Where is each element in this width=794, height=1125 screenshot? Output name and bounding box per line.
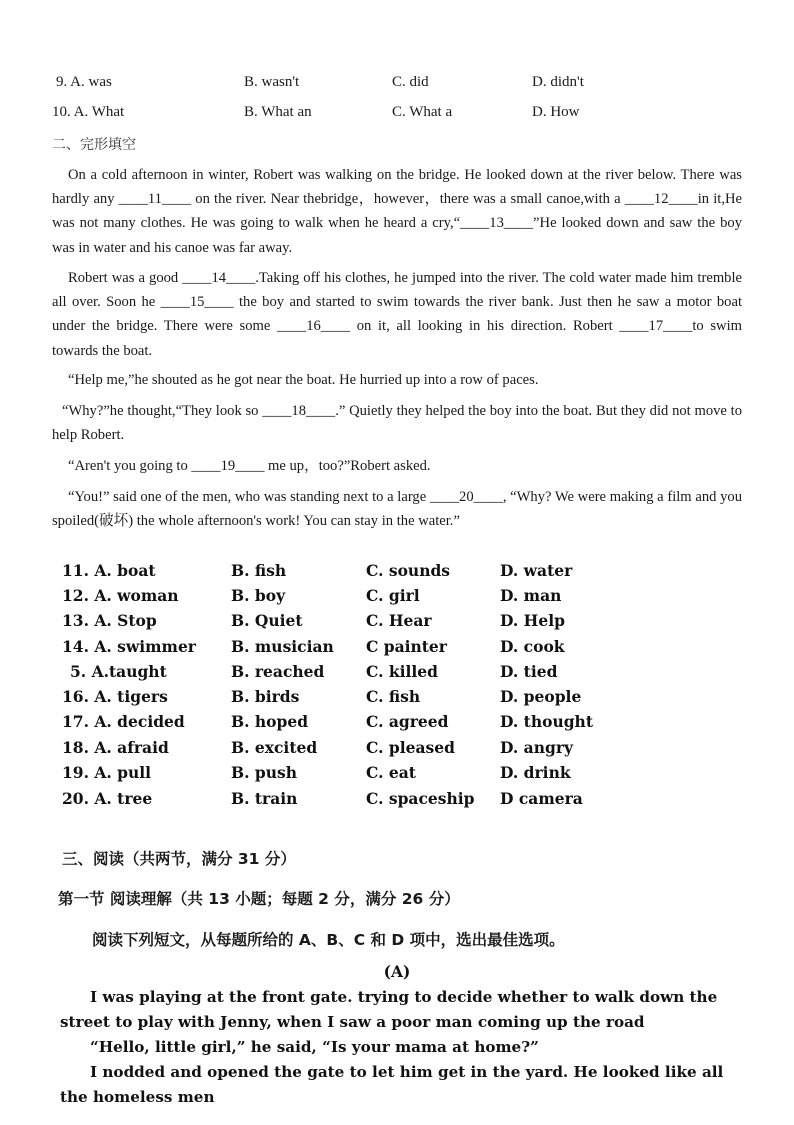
section2-title: 二、完形填空 [52, 137, 136, 153]
cloze-paragraph-4 [52, 399, 742, 447]
option-b: B. Quiet [231, 611, 303, 630]
option-c: C. fish [366, 687, 421, 706]
option-a: 19. A. pull [62, 763, 152, 782]
option-b: B. push [231, 763, 297, 782]
option-a: 20. A. tree [62, 789, 153, 808]
option-d: D. cook [500, 637, 565, 656]
cloze-paragraph-5 [52, 454, 742, 478]
paragraph-text: On a cold afternoon in winter, Robert was walking on the bridge. He looked down at the river below. There was hardly any ____11____ on the river. Near thebridge，however，there was a small canoe,with a ____12____in it,He was not many clothes. He was going to walk when he heard a cry,“____13____”He looked down and saw the boy was in water and his canoe was far away. [52, 167, 742, 256]
option-c: C. girl [366, 586, 420, 605]
reading-instruction: 阅读下列短文，从每题所给的 A、B、C 和 D 项中，选出最佳选项。 [92, 931, 565, 949]
option-b: B. train [231, 789, 298, 808]
option-a: 12. A. woman [62, 586, 179, 605]
option-d: D camera [500, 789, 583, 808]
option-d: D. tied [500, 662, 558, 681]
cloze-paragraph-2 [52, 266, 742, 363]
cloze-paragraph-3 [52, 368, 742, 392]
option-a: 9. A. was [56, 74, 112, 90]
option-d: D. man [500, 586, 562, 605]
option-c: C. pleased [366, 738, 455, 757]
passage-line: “Hello, little girl,” he said, “Is your mama at home?” [90, 1038, 539, 1056]
paragraph-text: “You!” said one of the men, who was standing next to a large ____20____, “Why? We were making a film and you spoiled(破坏) the whole afternoon's work! You can stay in the water.” [52, 489, 742, 530]
option-a: 10. A. What [52, 104, 125, 120]
option-c: C painter [366, 637, 447, 656]
option-d: D. thought [500, 712, 593, 731]
option-b: B. What an [244, 104, 312, 120]
option-d: D. didn't [532, 74, 584, 90]
option-c: C. What a [392, 104, 453, 120]
option-b: B. musician [231, 637, 334, 656]
option-c: C. did [392, 74, 429, 90]
option-c: C. sounds [366, 561, 451, 580]
cloze-paragraph-1 [52, 163, 742, 260]
option-d: D. angry [500, 738, 574, 757]
option-c: C. agreed [366, 712, 449, 731]
passage-a [60, 985, 744, 1110]
option-d: D. How [532, 104, 580, 120]
option-a: 11. A. boat [62, 561, 156, 580]
section3-part1-title: 第一节 阅读理解（共 13 小题；每题 2 分，满分 26 分） [58, 890, 460, 908]
option-a: 13. A. Stop [62, 611, 157, 630]
cloze-paragraph-6 [52, 485, 742, 533]
option-c: C. killed [366, 662, 438, 681]
passage-line: I nodded and opened the gate to let him get in the yard. He looked like all the homeless men [60, 1063, 724, 1106]
paragraph-text: “Why?”he thought,“They look so ____18____.” Quietly they helped the boy into the boat. But they did not move to help Robert. [52, 403, 742, 444]
option-b: B. excited [231, 738, 318, 757]
option-b: B. wasn't [244, 74, 300, 90]
option-b: B. hoped [231, 712, 309, 731]
option-a: 14. A. swimmer [62, 637, 196, 656]
option-d: D. water [500, 561, 573, 580]
option-a: 16. A. tigers [62, 687, 168, 706]
paragraph-text: Robert was a good ____14____.Taking off his clothes, he jumped into the river. The cold water made him tremble all over. Soon he ____15____ the boy and started to swim towards the river bank. Just then he saw a motor boat under the bridge. There were some ____16____ on it, all looking in his direction. Robert ____17____to swim towards the boat. [52, 270, 742, 359]
option-a: 5. A.taught [70, 662, 167, 681]
option-d: D. drink [500, 763, 571, 782]
passage-label: (A) [383, 962, 411, 981]
section3-title: 三、阅读（共两节，满分 31 分） [62, 850, 296, 868]
option-b: B. reached [231, 662, 325, 681]
option-c: C. spaceship [366, 789, 475, 808]
passage-line: I was playing at the front gate. trying to decide whether to walk down the street to play with Jenny, when I saw a poor man coming up the road [60, 988, 718, 1031]
option-a: 18. A. afraid [62, 738, 169, 757]
option-c: C. Hear [366, 611, 432, 630]
option-b: B. fish [231, 561, 287, 580]
option-b: B. boy [231, 586, 286, 605]
option-a: 17. A. decided [62, 712, 185, 731]
paragraph-text: “Help me,”he shouted as he got near the boat. He hurried up into a row of paces. [68, 372, 539, 388]
option-d: D. people [500, 687, 582, 706]
option-c: C. eat [366, 763, 416, 782]
option-b: B. birds [231, 687, 300, 706]
option-d: D. Help [500, 611, 565, 630]
paragraph-text: “Aren't you going to ____19____ me up，too?”Robert asked. [68, 458, 431, 474]
